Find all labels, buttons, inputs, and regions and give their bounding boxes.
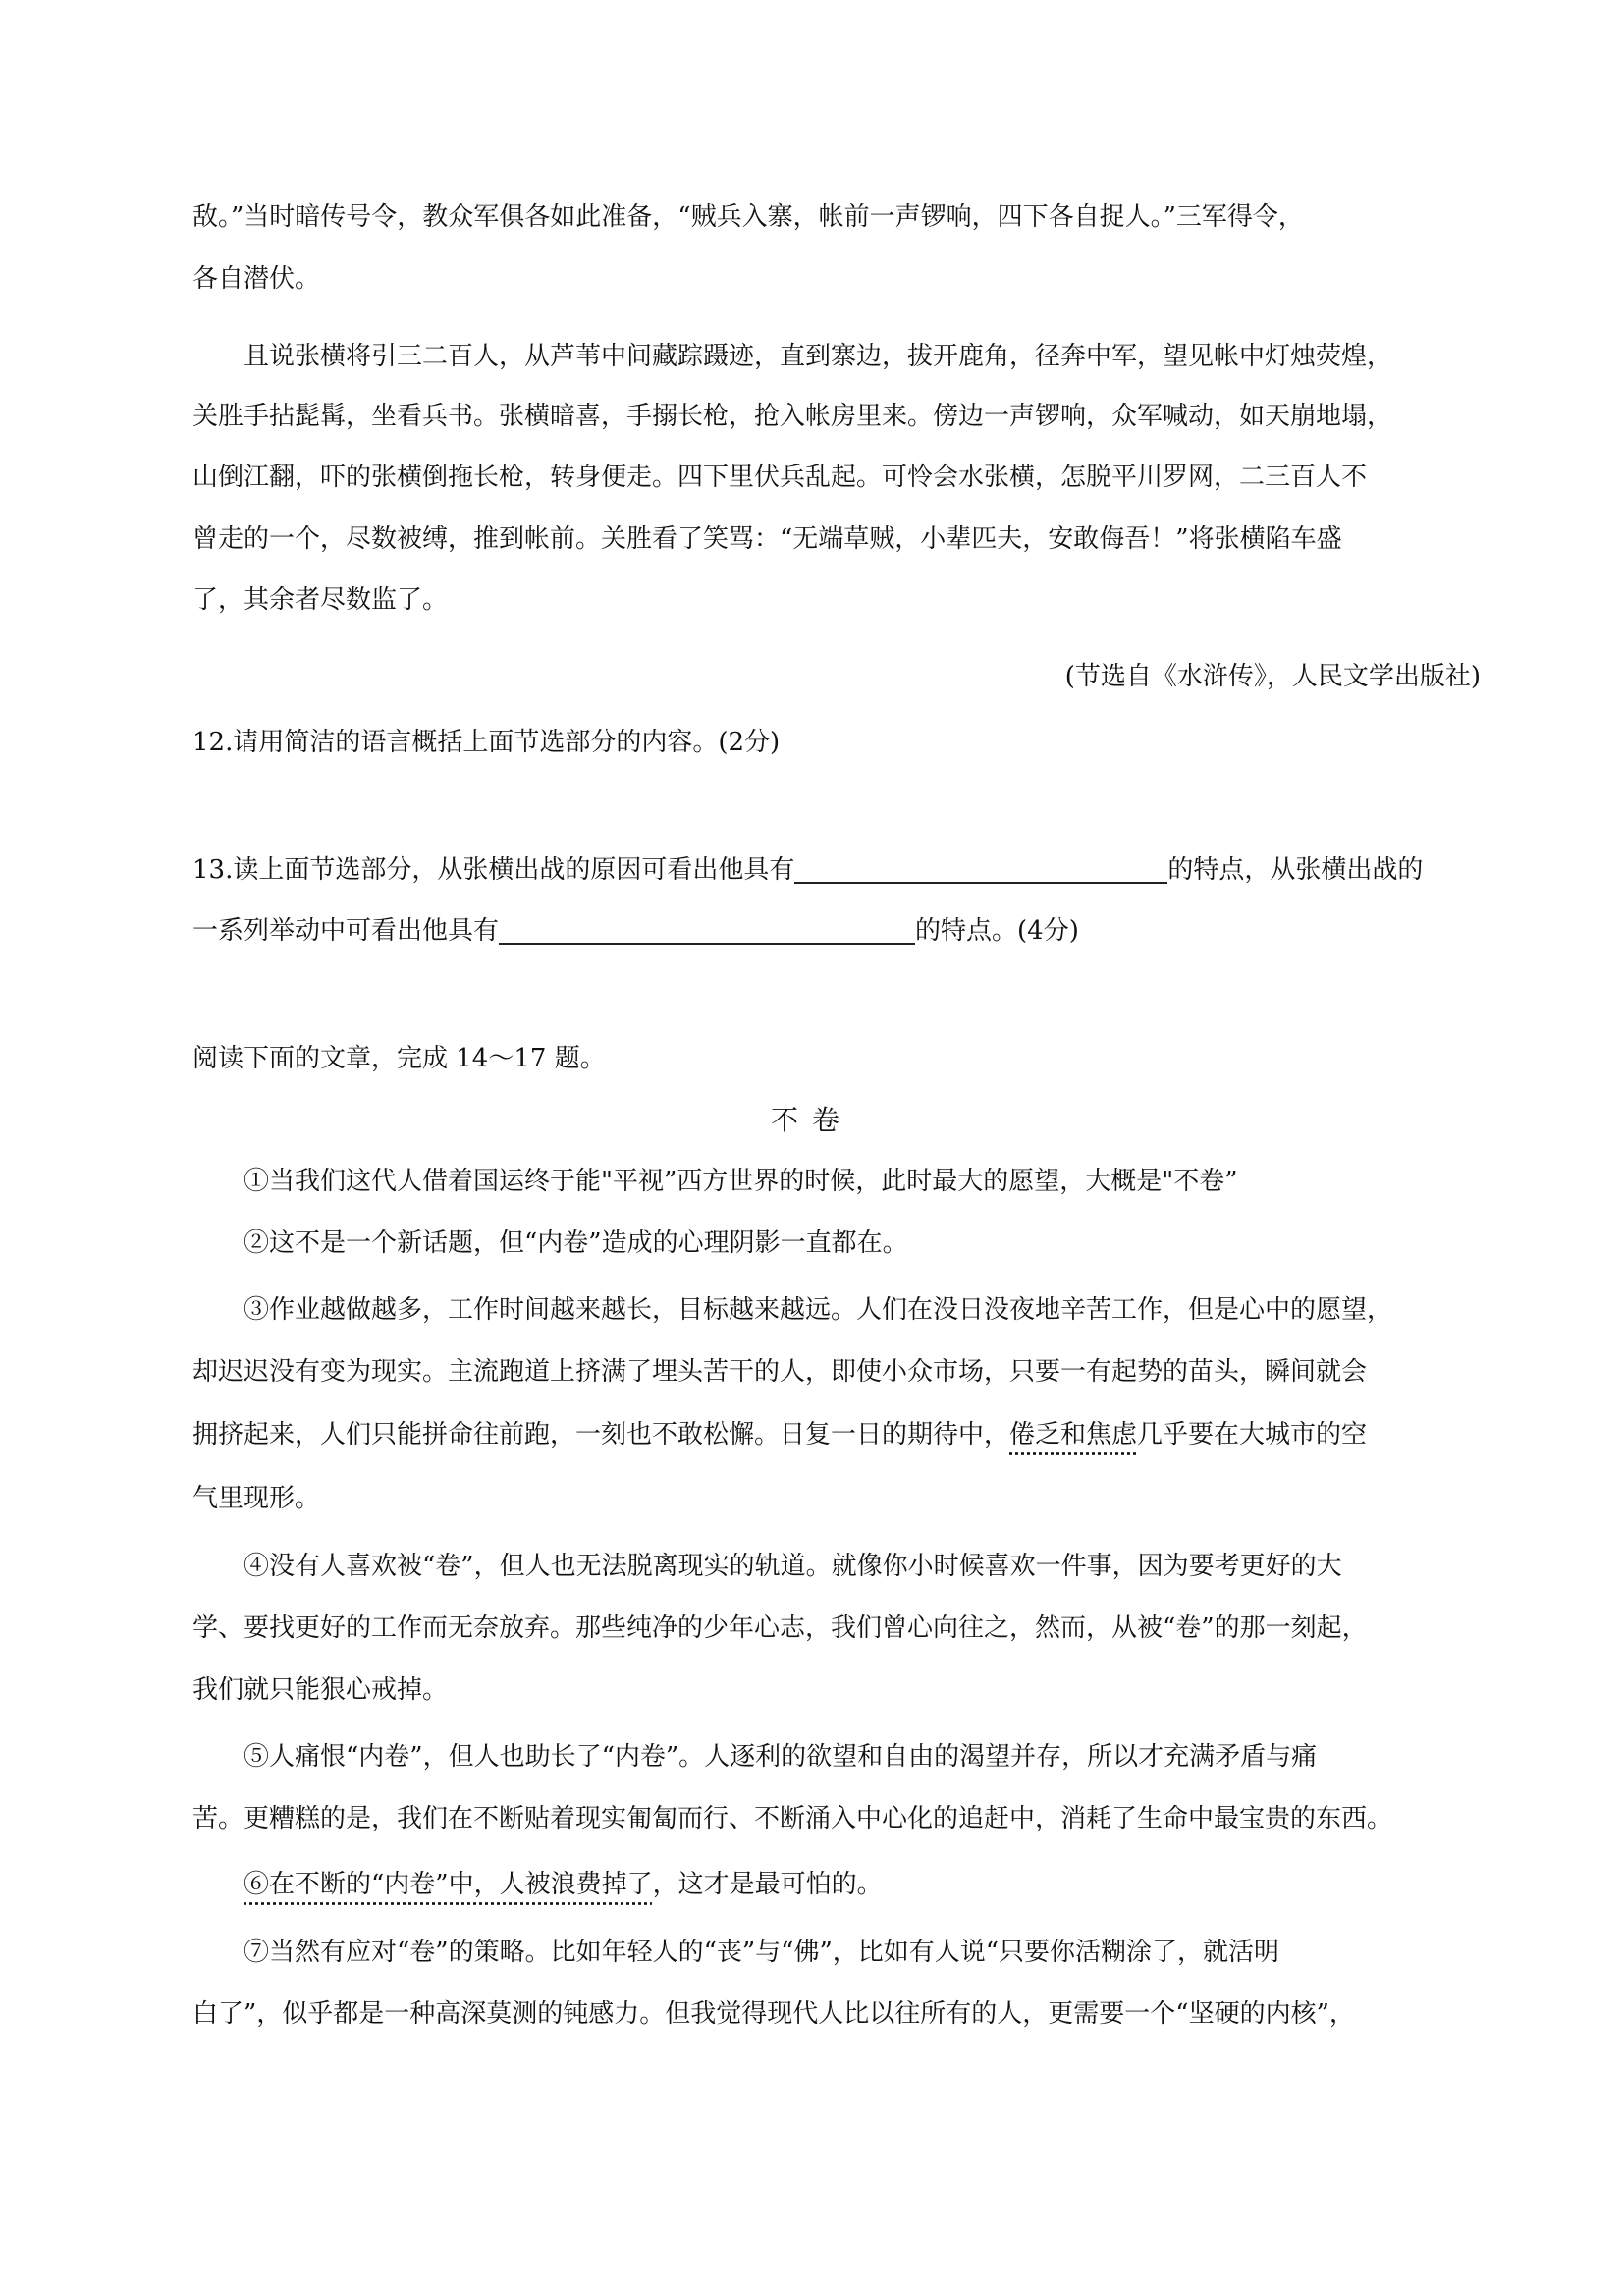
paragraph-text: 几乎要在大城市的空 [1137,1420,1368,1449]
question-13-text: 一系列举动中可看出他具有 [192,916,500,946]
passage-line: 曾走的一个，尽数被缚，推到帐前。关胜看了笑骂：“无端草贼，小辈匹夫，安敢侮吾！”将张横陷车盛 [192,524,1342,554]
article-title: 不卷 [770,1104,853,1136]
article-paragraph-4: 学、要找更好的工作而无奈放弃。那些纯净的少年心志，我们曾心向往之，然而，从被“卷”的那一刻起， [192,1613,1368,1643]
article-paragraph-5: ⑤人痛恨“内卷”，但人也助长了“内卷”。人逐利的欲望和自由的渴望并存，所以才充满矛盾与痛 [244,1742,1318,1772]
question-13-text: 的特点，从张横出战的 [1167,855,1424,885]
answer-blank[interactable] [499,915,915,945]
article-paragraph-5: 苦。更糟糕的是，我们在不断贴着现实匍匐而行、不断涌入中心化的追赶中，消耗了生命中最宝贵的东西。 [192,1804,1393,1833]
question-13-text: 的特点。(4分) [915,916,1079,946]
reading-instruction: 阅读下面的文章，完成 14～17 题。 [192,1044,606,1073]
article-paragraph-4: 我们就只能狠心戒掉。 [192,1675,449,1705]
article-paragraph-7: 白了”，似乎都是一种高深莫测的钝感力。但我觉得现代人比以往所有的人，更需要一个“坚硬的内核”， [192,1999,1355,2029]
article-paragraph-3: ③作业越做越多，工作时间越来越长，目标越来越远。人们在没日没夜地辛苦工作，但是心中的愿望， [244,1295,1393,1325]
article-paragraph-7: ⑦当然有应对“卷”的策略。比如年轻人的“丧”与“佛”，比如有人说“只要你活糊涂了，就活明 [244,1938,1280,1967]
article-paragraph-4: ④没有人喜欢被“卷”，但人也无法脱离现实的轨道。就像你小时候喜欢一件事，因为要考更好的大 [244,1552,1342,1581]
answer-blank[interactable] [794,854,1167,884]
emphasized-phrase: 倦乏和焦虑 [1009,1420,1138,1449]
passage-line: 关胜手拈髭髯，坐看兵书。张横暗喜，手搦长枪，抢入帐房里来。傍边一声锣响，众军喊动，如天崩地塌， [192,402,1393,431]
article-paragraph-1: ①当我们这代人借着国运终于能"平视”西方世界的时候，此时最大的愿望，大概是"不卷” [244,1167,1238,1196]
article-paragraph-3: 却迟迟没有变为现实。主流跑道上挤满了埋头苦干的人，即使小众市场，只要一有起势的苗头，瞬间就会 [192,1357,1368,1387]
emphasized-phrase: ⑥在不断的“内卷”中，人被浪费掉了 [244,1870,653,1899]
article-paragraph-3 [192,1419,1367,1450]
article-paragraph-6 [244,1869,883,1900]
question-12: 12.请用简洁的语言概括上面节选部分的内容。(2分) [192,728,781,757]
paragraph-text: 拥挤起来，人们只能拼命往前跑，一刻也不敢松懈。日复一日的期待中， [192,1420,1010,1449]
passage-line: 各自潜伏。 [192,264,321,294]
article-paragraph-3: 气里现形。 [192,1484,321,1513]
question-13-line-2 [192,915,1079,947]
passage-line: 敌。”当时暗传号令，教众军俱各如此准备，“贼兵入寨，帐前一声锣响，四下各自捉人。”三军得令， [192,202,1304,232]
paragraph-text: ，这才是最可怕的。 [652,1870,883,1899]
passage-line: 山倒江翻，吓的张横倒拖长枪，转身便走。四下里伏兵乱起。可怜会水张横，怎脱平川罗网，二三百人不 [192,463,1368,492]
passage-line: 了，其余者尽数监了。 [192,585,449,615]
passage-line: 且说张横将引三二百人，从芦苇中间藏踪蹑迹，直到寨边，拔开鹿角，径奔中军，望见帐中灯烛荧煌， [244,342,1393,371]
question-13-line-1 [192,854,1423,886]
article-paragraph-2: ②这不是一个新话题，但“内卷”造成的心理阴影一直都在。 [244,1229,908,1258]
passage-source: (节选自《水浒传》，人民文学出版社) [1064,662,1481,691]
question-13-text: 13.读上面节选部分，从张横出战的原因可看出他具有 [192,855,795,885]
